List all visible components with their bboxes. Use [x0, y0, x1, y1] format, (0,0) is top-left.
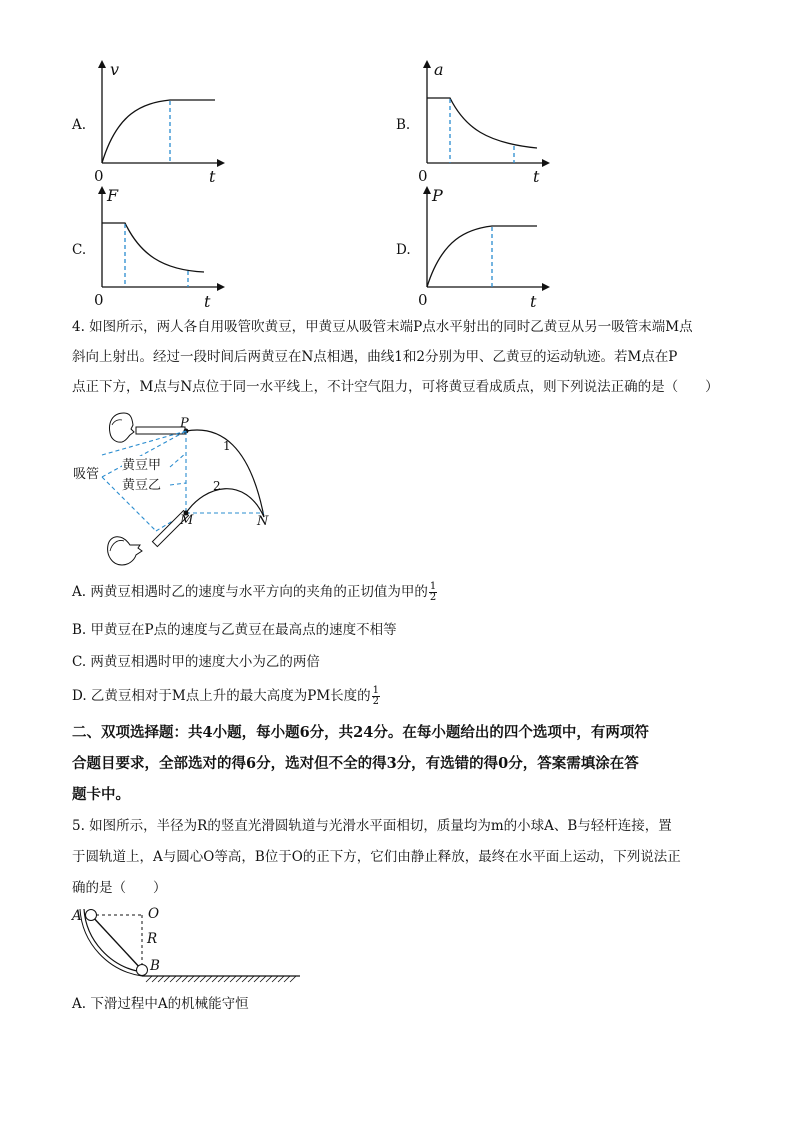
- graph-d-origin: 0: [418, 291, 428, 309]
- graph-a-ylabel: v: [110, 60, 120, 79]
- q5-label-r: R: [147, 931, 158, 947]
- q4-label-p: P: [180, 416, 189, 431]
- q5-label-o: O: [148, 906, 160, 922]
- q5-label-a: A: [72, 908, 82, 924]
- q4-text-line3: 点正下方，M点与N点位于同一水平线上，不计空气阻力，可将黄豆看成质点，则下列说法正确的是（ ）: [72, 379, 719, 395]
- q4-option-b[interactable]: B. 甲黄豆在P点的速度与乙黄豆在最高点的速度不相等: [72, 622, 397, 638]
- q4-option-a-text: A. 两黄豆相遇时乙的速度与水平方向的夹角的正切值为甲的: [72, 584, 428, 600]
- section2-line2: 合题目要求，全部选对的得6分，选对但不全的得3分，有选错的得0分，答案需填涂在答: [72, 755, 639, 772]
- q5-label-b: B: [150, 958, 160, 974]
- q5-text-line1: 5. 如图所示，半径为R的竖直光滑圆轨道与光滑水平面相切，质量均为m的小球A、B与轻杆连接，置: [72, 818, 672, 834]
- q5-text-line2: 于圆轨道上，A与圆心O等高，B位于O的正下方，它们由静止释放，最终在水平面上运动，下列说法正: [72, 849, 681, 865]
- graph-a-xlabel: t: [209, 167, 216, 186]
- q4-label-n: N: [257, 514, 269, 529]
- graph-b-xlabel: t: [533, 167, 540, 186]
- graph-c-origin: 0: [94, 291, 104, 309]
- q4-label-curve1: 1: [223, 439, 231, 453]
- q4-label-bean2: 黄豆乙: [122, 476, 161, 496]
- q4-option-a-fraction: $\frac{1}{2}$: [429, 581, 437, 603]
- q4-option-d-text: D. 乙黄豆相对于M点上升的最大高度为PM长度的: [72, 688, 371, 704]
- graph-d-ylabel: P: [432, 186, 443, 205]
- q4-label-straw: 吸管: [73, 467, 100, 482]
- bottom-person-icon: [108, 537, 142, 565]
- graph-a-option-label: A.: [72, 117, 87, 133]
- graph-c-option-label: C.: [72, 242, 87, 258]
- q4-label-bean1: 黄豆甲: [122, 456, 161, 476]
- q4-text-line2: 斜向上射出。经过一段时间后两黄豆在N点相遇，曲线1和2分别为甲、乙黄豆的运动轨迹。若M点在P: [72, 349, 678, 365]
- graph-c-ylabel: F: [107, 186, 119, 205]
- q4-text-line1: 4. 如图所示，两人各自用吸管吹黄豆，甲黄豆从吸管末端P点水平射出的同时乙黄豆从另一吸管末端M点: [72, 319, 693, 335]
- graph-c-xlabel: t: [204, 292, 211, 311]
- q4-label-m: M: [180, 513, 194, 528]
- q4-option-a[interactable]: [72, 582, 437, 603]
- q4-option-d-fraction: $\frac{1}{2}$: [372, 685, 380, 707]
- q5-figure: [80, 905, 305, 985]
- section2-line3: 题卡中。: [72, 786, 130, 803]
- q4-option-c[interactable]: C. 两黄豆相遇时甲的速度大小为乙的两倍: [72, 654, 320, 670]
- graph-d-option-label: D.: [396, 242, 411, 258]
- top-person-icon: [110, 413, 134, 442]
- q5-option-a[interactable]: A. 下滑过程中A的机械能守恒: [72, 996, 249, 1012]
- section2-line1: 二、双项选择题：共4小题，每小题6分，共24分。在每小题给出的四个选项中，有两项符: [72, 724, 649, 741]
- graph-a-origin: 0: [94, 167, 104, 185]
- q5-text-line3: 确的是（ ）: [72, 880, 167, 896]
- graph-b-ylabel: a: [434, 60, 444, 79]
- q4-option-d[interactable]: [72, 686, 380, 707]
- graph-b-origin: 0: [418, 167, 428, 185]
- q4-label-curve2: 2: [213, 479, 221, 493]
- graph-b-option-label: B.: [396, 117, 411, 133]
- graph-d-xlabel: t: [530, 292, 537, 311]
